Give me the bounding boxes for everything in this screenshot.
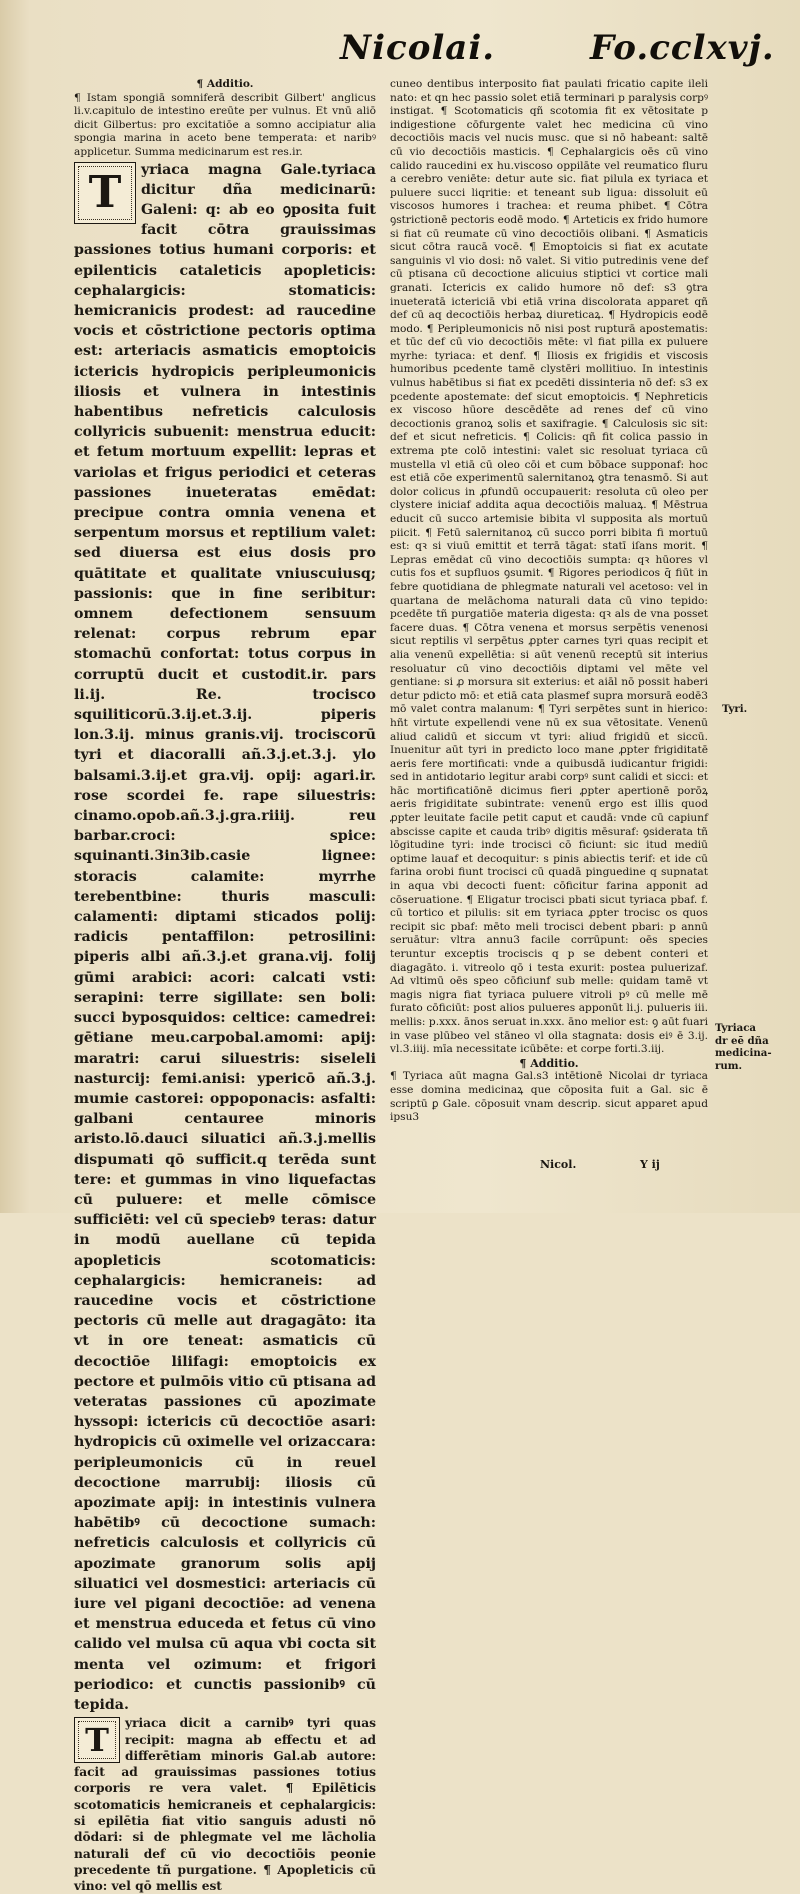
left-column — [74, 78, 376, 1894]
marginal-note-tyriaca — [715, 1022, 791, 1072]
additio-paragraph-left: ¶ Istam spongiā somniferā describit Gilbert' anglicus li.v.capitulo de intestino ereūte per vulnus. Et vnū aliō dicit Gilbertus: pro excitatiōe a somno accipiatur alia spongia marina in aceto bene temperata: et naribꝰ applicetur. Summa medicinarum est res.ir. — [74, 91, 376, 158]
right-column — [390, 78, 708, 1125]
additio-heading-right: ¶ Additio. — [519, 1056, 579, 1070]
commentary-text-right: cuneo dentibus interposito fiat paulati fricatio capite ileli nato: et qn hec passio solet etiā terminari p paralysis corpꝰ instigat. ¶ Scotomaticis qñ scotomia fit ex vētositate p indigestione cōfurgente valet hec medicina cū vino decoctiōis macis vel nucis musc. que si nō habeant: saltē cū vio decoctiōis masticis. ¶ Cephalargicis oēs cū vino calido raucedini ex hu.viscoso oppilāte vel reumatico fluru a cerebro veniēte: detur aute sic. fiat pilula ex tyriaca et puluere succi liqritie: et teneant sub ligua: dissoluit eū viscosos humores i trachea: et reuma phibet. ¶ Cōtra ꝯstrictionē pectoris eodē modo. ¶ Arteticis ex frido humore si fiat cū reumate cū vino decoctiōis olibani. ¶ Asmaticis sicut cōtra raucā vocē. ¶ Emoptoicis si fiat ex acutate sanguinis vl vio dosi: nō valet. Si vitio putredinis vene def cū ptisana cū decoctione alicuius stiptici vt cortice mali granati. Ictericis ex calido humore nō def: s3 ꝯtra inueteratā ictericiā vbi etiā vrina discolorata apparet qñ def cū aq decoctiōis herbaꝝ diureticaꝝ. ¶ Hydropicis eodē modo. ¶ Peripleumonicis nō nisi post rupturā apostematis: et tūc def cū vio decoctiōis mēte: vl fiat pilla ex puluere myrhe: tyriaca: et denf. ¶ Iliosis ex frigidis et viscosis humoribus pcedente tamē clystēri mollitiuo. In intestinis vulnus habētibus si fiat ex pcedēti dissinteria nō def: s3 ex pcedente apostemate: def sicut emoptoicis. ¶ Nephreticis ex viscoso hūore descēdēte ad renes def cū vino decoctionis granoꝝ solis et saxifragie. ¶ Calculosis sic sit: def et sicut nefreticis. ¶ Colicis: qñ fit colica passio in extrema pte colō intestini: valet sic resoluat tyriaca cū mustella vl etiā cū oleo cōi et cum bōbace supponaf: hoc est etiā cōe experimentū salernitanoꝝ ꝯtra tenasmō. Si aut dolor colicus in ꝓfundū occupauerit: resoluta cū oleo per clystere iniciaf addita aqua decoctiōis maluaꝝ. ¶ Mēstrua educit cū succo artemisie bibita vl supposita als mortuū piicit. ¶ Fetū salernitanoꝝ cū succo porri bibita fi mortuū est: qꝛ si viuū emittit et terrā tāgat: statī iſans morit. ¶ Lepras emēdat cū vino decoctiōis sumpta: qꝛ hūores vl cutis fos et supfluos ꝯsumit. ¶ Rigores periodicos q̄ fiūt in febre quotidiana de phlegmate naturali vel acetoso: vel in quartana de melāchoma naturali data cū vino tepido: pcedēte tñ purgatiōe materia digesta: qꝛ als de vna posset facere duas. ¶ Cōtra venena et morsus serpētis venenosi sicut reptilis vl serpētus ꝓpter carnes tyri quas recipit et alia venenū expellētia: si aūt venenū receptū sit interius resoluatur cū vino decoctiōis diptami vel mēte vel gentiane: si ꝓ morsura sit exterius: et aiāl nō possit haberi detur pdicto mō: et etiā cata plasmef supra morsurā eodē3 mō valet contra malanum: ¶ Tyri serpētes sunt in hierico: hñt virtute expellendi vene nū ex sua vētositate. Venenū aliud calidū et siccum vt tyri: aliud frigidū et siccū. Inuenitur aūt tyri in predicto loco mane ꝓpter frigiditatē aeris fere mortificati: vnde a quibusdā iudicantur frigidi: sed in antidotario legitur arabi corpꝰ sunt calidi et sicci: et hāc mortificatiōnē dicimus fieri ꝓpter apertionē porōꝝ aeris frigiditate subintrate: venenū ergo est illis quod ꝓpter leuitate facile petit caput et caudā: vnde cū capiunf abscisse capite et cauda tribꝰ digitis mēsuraf: ꝯsiderata tñ lōgitudine tyri: inde trocisci cō ficiunt: sic itud mediū optime lauaf et decoquitur: s pinis abiectis terif: et ide cū farina orobi fiunt trocisci cū quadā pinguedine q supnatat in aqua vbi decocti fuent: cōficitur farina apponit ad cōseruatione. ¶ Eligatur trocisci pbati sicut tyriaca pbaf. f. cū tortico et pilulis: sit em tyriaca ꝓpter trocisc os quos recipit sic pbaf: mēto meli trocisci debent pbari: p annū seruātur: vltra annu3 facile corrūpunt: oēs species teruntur exceptis trociscis q p se debent conteri et diagagāto. i. vitreolo qō i testa exurit: postea puluerizaf. Ad vltimū oēs speo cōficiunf sub melle: quidam tamē vt magis nigra fiat tyriaca puluere vitroli pꝰ cū melle mē furato cōficiūt: post alios pulueres apponūt li.j. pulueris iii. mellis: p.xxx. ānos seruat in.xxx. āno melior est: ꝯ aūt fuari in vase plūbeo vel stāneo vl olla stagnata: dosis eiꝰ ē 3.ij. vl.3.iiij. mīa necessitate icūbēte: et corpe forti.3.iij. — [390, 78, 708, 1056]
tyriaca-commentary-text: yriaca dicit a carnibꝰ tyri quas recipit: magna ab effectu et ad differētiam minoris Gal.ab autore: facit ad grauissimas passiones totius corporis re vera valet. ¶ Epilēticis scotomaticis hemicraneis et cephalargicis: si epilētia fiat vitio sanguis adusti nō dōdari: si de phlegmate vel me lācholia naturali def cū vio decoctiōis peonie precedente tñ purgatione. ¶ Apopleticis cū vino: vel qō mellis est — [74, 1716, 376, 1894]
signature-mark: Y ij — [640, 1158, 660, 1171]
marginal-note-line: rum. — [715, 1059, 743, 1072]
marginal-note-tyri: Tyri. — [722, 703, 748, 715]
catchword: Nicol. — [540, 1158, 577, 1171]
running-head-left: Nicolai. — [340, 28, 496, 68]
additio-paragraph-right: ¶ Tyriaca aūt magna Gal.s3 intētionē Nicolai dr tyriaca esse domina medicinaꝝ que cōposita fuit a Gal. sic ē scriptū ꝑ Gale. cōposuit vnam descrip. sicut apparet apud ipsu3 — [390, 1070, 708, 1124]
additio-heading-left: ¶ Additio. — [196, 78, 254, 90]
decorated-initial-t: T — [74, 162, 136, 224]
decorated-initial-t-small: T — [74, 1717, 120, 1763]
folio-number: Fo.cclxvj. — [590, 28, 775, 68]
marginal-note-line: Tyriaca — [715, 1022, 757, 1034]
marginal-note-line: dr eē dña — [715, 1034, 769, 1047]
tyriaca-main-text: yriaca magna Gale.tyriaca dicitur dña medicinarū: Galeni: q: ab eo ꝯposita fuit facit cōtra grauissimas passiones totius humani corporis: et epilenticis cataleticis apopleticis: cephalargicis: stomaticis: hemicranicis prodest: ad raucedine vocis et cōstrictione pectoris optima est: arteriacis asmaticis emoptoicis ictericis hydropicis peripleumonicis iliosis et vulnera in intestinis habentibus nefreticis calculosis collyricis subuenit: menstrua educit: et fetum mortuum expellit: lepras et variolas et frigus periodici et ceteras passiones inueteratas emēdat: precipue contra omnia venena et serpentum morsus et reptilium valet: sed diuersa est eius dosis pro quātitate et qualitate vniuscuiusq; passionis: que in fine seribitur: omnem defectionem sensuum relenat: corpus rebrum epar stomachū confortat: totus corpus in corruptū ducit et custodit.ir. pars li.ij. Re. trocisco squiliticorū.3.ij.et.3.ij. piperis lon.3.ij. minus granis.vij. trociscorū tyri et diacoralli añ.3.j.et.3.j. ylo balsami.3.ij.et gra.vij. opij: agari.ir. rose scordei fe. rape siluestris: cinamo.opob.añ.3.j.gra.riiij. reu barbar.croci: spice: squinanti.3in3ib.casie lignee: storacis calamite: myrrhe terebentbine: thuris masculi: calamenti: diptami sticados polij: radicis pentaffilon: petrosilini: piperis albi añ.3.j.et grana.vij. folij gūmi arabici: acori: calcati vsti: serapini: terre sigillate: sen boli: succi byposquidos: celtice: camedrei: gētiane meu.carpobal.amomi: apij: maratri: carui siluestris: siseleli nasturcij: femi.anisi: ypericō añ.3.j. mumie castorei: oppoponacis: asfalti: galbani centauree minoris aristo.lō.dauci siluatici añ.3.j.mellis dispumati qō sufficit.q terēda sunt tere: et gummas in vino liquefactas cū puluere: et melle cōmisce sufficiēti: vel cū speciebꝰ teras: datur in modū auellane cū tepida apopleticis scotomaticis: cephalargicis: hemicraneis: ad raucedine vocis et cōstrictione pectoris cū melle aut dragagāto: ita vt in ore teneat: asmaticis cū decoctiōe lilifagi: emoptoicis ex pectore et pulmōis vitio cū ptisana ad veteratas passiones cū apozimate hyssopi: ictericis cū decoctiōe asari: hydropicis cū oximelle vel orizaccara: peripleumonicis cū in reuel decoctione marrubij: iliosis cū apozimate apij: in intestinis vulnera habētibꝰ cū decoctione sumach: nefreticis calculosis et collyricis cū apozimate granorum solis apij siluatici vel dosmestici: arteriacis cū iure vel pigani decoctiōe: ad venena et menstrua educeda et fetus cū vino calido vel mulsa cū aqua vbi cocta sit menta vel ozimum: et frigori periodico: et cunctis passionibꝰ cū tepida. — [74, 161, 376, 1713]
marginal-note-line: medicina- — [715, 1047, 772, 1060]
